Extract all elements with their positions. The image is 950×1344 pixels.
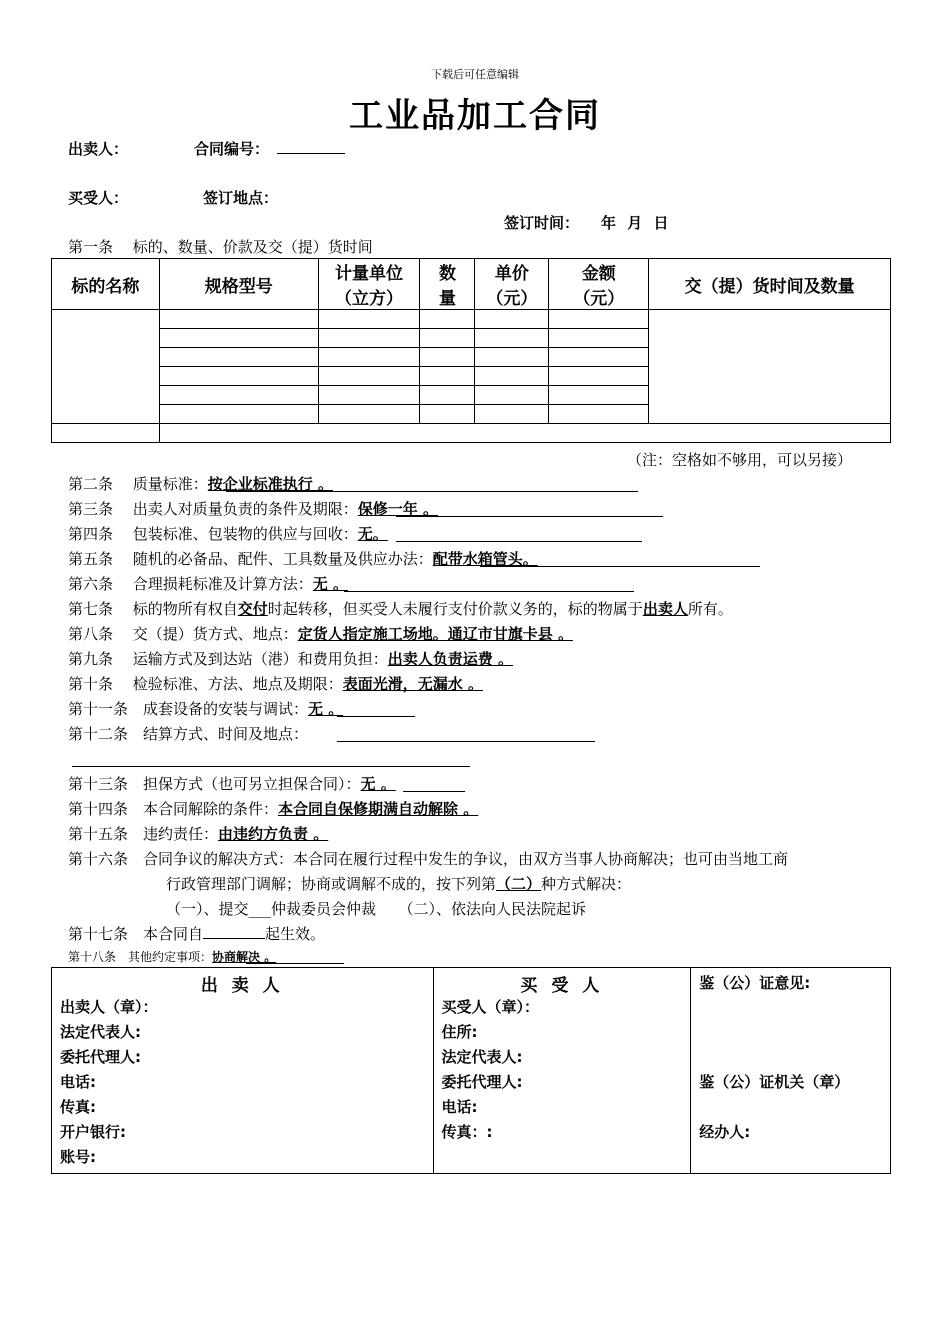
- clause-18: 第十八条 其他约定事项：协商解决 。: [68, 950, 277, 964]
- clause-4: 第四条 包装标准、包装物的供应与回收：无。: [68, 525, 388, 543]
- th-spec: 规格型号: [159, 259, 318, 310]
- seller-stamp[interactable]: 出卖人（章）：: [60, 998, 158, 1016]
- table-cell[interactable]: [475, 310, 549, 329]
- table-cell[interactable]: [159, 405, 318, 424]
- clause-1: 第一条 标的、数量、价款及交（提）货时间: [68, 238, 373, 256]
- sign-time-value: 年 月 日: [601, 214, 669, 232]
- buyer-rep[interactable]: 法定代表人:: [441, 1048, 523, 1066]
- table-cell[interactable]: [52, 424, 160, 443]
- clause-6: 第六条 合理损耗标准及计算方法：无 。: [68, 575, 349, 593]
- buyer-phone[interactable]: 电话:: [441, 1098, 478, 1116]
- clause-5: 第五条 随机的必备品、配件、工具数量及供应办法：配带水箱管头。: [68, 550, 538, 568]
- seller-bank[interactable]: 开户银行:: [60, 1123, 126, 1141]
- table-cell[interactable]: [475, 386, 549, 405]
- table-cell[interactable]: [549, 348, 649, 367]
- clause-8: 第八条 交（提）货方式、地点：定货人指定施工场地。通辽市甘旗卡县 。: [68, 625, 574, 643]
- table-cell[interactable]: [475, 329, 549, 348]
- table-cell[interactable]: [318, 329, 420, 348]
- seller-account[interactable]: 账号:: [60, 1148, 96, 1166]
- table-cell[interactable]: [318, 310, 420, 329]
- buyer-stamp[interactable]: 买受人（章）：: [441, 998, 540, 1016]
- notary-cell: [691, 968, 891, 1174]
- seller-label: 出卖人：: [68, 140, 129, 158]
- table-cell[interactable]: [159, 367, 318, 386]
- clause-10: 第十条 检验标准、方法、地点及期限：表面光滑，无漏水 。: [68, 675, 484, 693]
- th-amount: 金额 （元）: [549, 259, 649, 310]
- buyer-cell: 买 受 人 买受人（章）： 住所: 法定代表人: 委托代理人: 电话: 传真：:: [433, 968, 691, 1174]
- table-cell[interactable]: [318, 405, 420, 424]
- clause-7: 第七条 标的物所有权自交付时起转移，但买受人未履行支付价款义务的，标的物属于出卖人所有。: [68, 600, 733, 618]
- table-cell[interactable]: [318, 386, 420, 405]
- sign-place-label: 签订地点：: [203, 189, 279, 207]
- clause-11: 第十一条 成套设备的安装与调试：无 。: [68, 700, 344, 718]
- notary-handler[interactable]: 经办人:: [699, 1123, 751, 1141]
- seller-fax[interactable]: 传真:: [60, 1098, 96, 1116]
- buyer-fax[interactable]: 传真：:: [441, 1123, 493, 1141]
- table-cell[interactable]: [475, 405, 549, 424]
- table-cell[interactable]: [420, 405, 475, 424]
- seller-phone[interactable]: 电话:: [60, 1073, 96, 1091]
- seller-rep[interactable]: 法定代表人:: [60, 1023, 141, 1041]
- cell-delivery[interactable]: [649, 310, 891, 424]
- table-total-cell[interactable]: [159, 424, 890, 443]
- table-cell[interactable]: [475, 367, 549, 386]
- table-cell[interactable]: [159, 310, 318, 329]
- clause-16: 第十六条 合同争议的解决方式：本合同在履行过程中发生的争议，由双方当事人协商解决；也可由当地工商: [68, 850, 789, 868]
- table-cell[interactable]: [318, 367, 420, 386]
- table-cell[interactable]: [159, 348, 318, 367]
- buyer-address[interactable]: 住所:: [441, 1023, 478, 1041]
- table-cell[interactable]: [549, 405, 649, 424]
- page-title: 工业品加工合同: [349, 96, 601, 136]
- th-price: 单价 （元）: [475, 259, 549, 310]
- table-note: （注：空格如不够用，可以另接）: [627, 451, 853, 469]
- parties-table: [51, 967, 891, 1174]
- table-cell[interactable]: [549, 329, 649, 348]
- th-delivery: 交（提）货时间及数量: [649, 259, 891, 310]
- clause-2: 第二条 质量标准：按企业标准执行 。: [68, 475, 334, 493]
- clause-3: 第三条 出卖人对质量负责的条件及期限：保修一年 。: [68, 500, 439, 518]
- clause-16-line2: 行政管理部门调解；协商或调解不成的，按下列第（二）种方式解决：: [166, 875, 632, 893]
- clause-17: 第十七条 本合同自 起生效。: [68, 925, 326, 943]
- clause-12: 第十二条 结算方式、时间及地点：: [68, 725, 309, 743]
- clause-16-line3: （一）、提交___仲裁委员会仲裁 （二）、依法向人民法院起诉: [166, 900, 587, 918]
- cell-name[interactable]: [52, 310, 160, 424]
- table-cell[interactable]: [318, 348, 420, 367]
- buyer-agent[interactable]: 委托代理人:: [441, 1073, 523, 1091]
- seller-agent[interactable]: 委托代理人:: [60, 1048, 141, 1066]
- clause-9: 第九条 运输方式及到达站（港）和费用负担：出卖人负责运费 。: [68, 650, 514, 668]
- notary-opinion[interactable]: 鉴（公）证意见:: [699, 974, 811, 992]
- table-cell[interactable]: [420, 386, 475, 405]
- seller-cell: 出 卖 人 出卖人（章）： 法定代表人: 委托代理人: 电话: 传真: 开户银行: 账号:: [52, 968, 434, 1174]
- table-cell[interactable]: [420, 367, 475, 386]
- table-cell[interactable]: [549, 310, 649, 329]
- header-note: 下载后可任意编辑: [431, 68, 519, 81]
- table-cell[interactable]: [159, 329, 318, 348]
- th-name: 标的名称: [52, 259, 160, 310]
- contract-no-label: 合同编号：: [194, 140, 270, 158]
- table-cell[interactable]: [549, 386, 649, 405]
- table-cell[interactable]: [420, 310, 475, 329]
- sign-time-label: 签订时间：: [504, 214, 580, 232]
- clause-15: 第十五条 违约责任：由违约方负责 。: [68, 825, 329, 843]
- buyer-label: 买受人：: [68, 189, 129, 207]
- table-cell[interactable]: [159, 386, 318, 405]
- table-cell[interactable]: [549, 367, 649, 386]
- notary-seal[interactable]: 鉴（公）证机关（章）: [699, 1073, 850, 1091]
- table-cell[interactable]: [475, 348, 549, 367]
- goods-table: [51, 258, 891, 443]
- contract-no-line: [277, 153, 345, 154]
- table-cell[interactable]: [420, 348, 475, 367]
- table-cell[interactable]: [420, 329, 475, 348]
- th-qty: 数 量: [420, 259, 475, 310]
- clause-14: 第十四条 本合同解除的条件：本合同自保修期满自动解除 。: [68, 800, 479, 818]
- clause-13: 第十三条 担保方式（也可另立担保合同）：无 。: [68, 775, 396, 793]
- th-unit: 计量单位 （立方）: [318, 259, 420, 310]
